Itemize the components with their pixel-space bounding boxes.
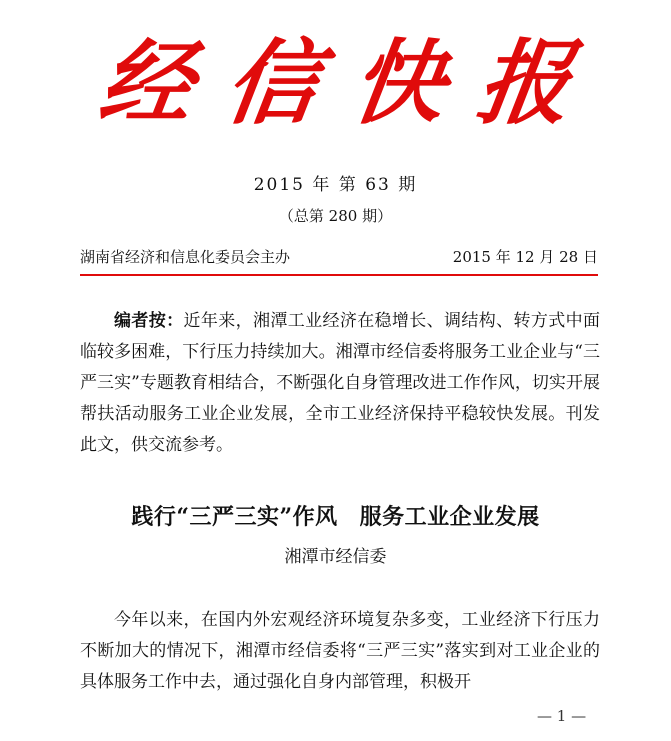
article-title-part2: 服务工业企业发展 [359, 504, 540, 530]
editor-note [80, 306, 600, 461]
red-divider [80, 274, 598, 276]
masthead-title: 经信快报 [92, 29, 613, 137]
editor-note-text: 近年来，湘潭工业经济在稳增长、调结构、转方式中面临较多困难，下行压力持续加大。湘潭市经信委将服务工业企业与“三严三实”专题教育相结合，不断强化自身管理改进工作作风，切实开展帮扶活动服务工业企业发展，全市工业经济保持平稳较快发展。刊发此文，供交流参考。 [80, 311, 601, 455]
article-author: 湘潭市经信委 [284, 547, 387, 567]
article-body: 今年以来，在国内外宏观经济环境复杂多变，工业经济下行压力不断加大的情况下，湘潭市经信委将“三严三实”落实到对工业企业的具体服务工作中去，通过强化自身内部管理，积极开 [80, 610, 600, 692]
article-title [0, 500, 671, 531]
article-title-part1: 践行“三严三实”作风 [131, 504, 338, 530]
issue-number: 2015 年 第 63 期 [253, 175, 418, 195]
publish-date: 2015 年 12 月 28 日 [452, 248, 598, 266]
header-line [80, 246, 598, 270]
page-number: — 1 — [537, 707, 587, 725]
editor-note-label: 编者按： [114, 311, 184, 331]
issue-total: （总第 280 期） [278, 207, 393, 225]
organizer: 湖南省经济和信息化委员会主办 [80, 248, 291, 266]
